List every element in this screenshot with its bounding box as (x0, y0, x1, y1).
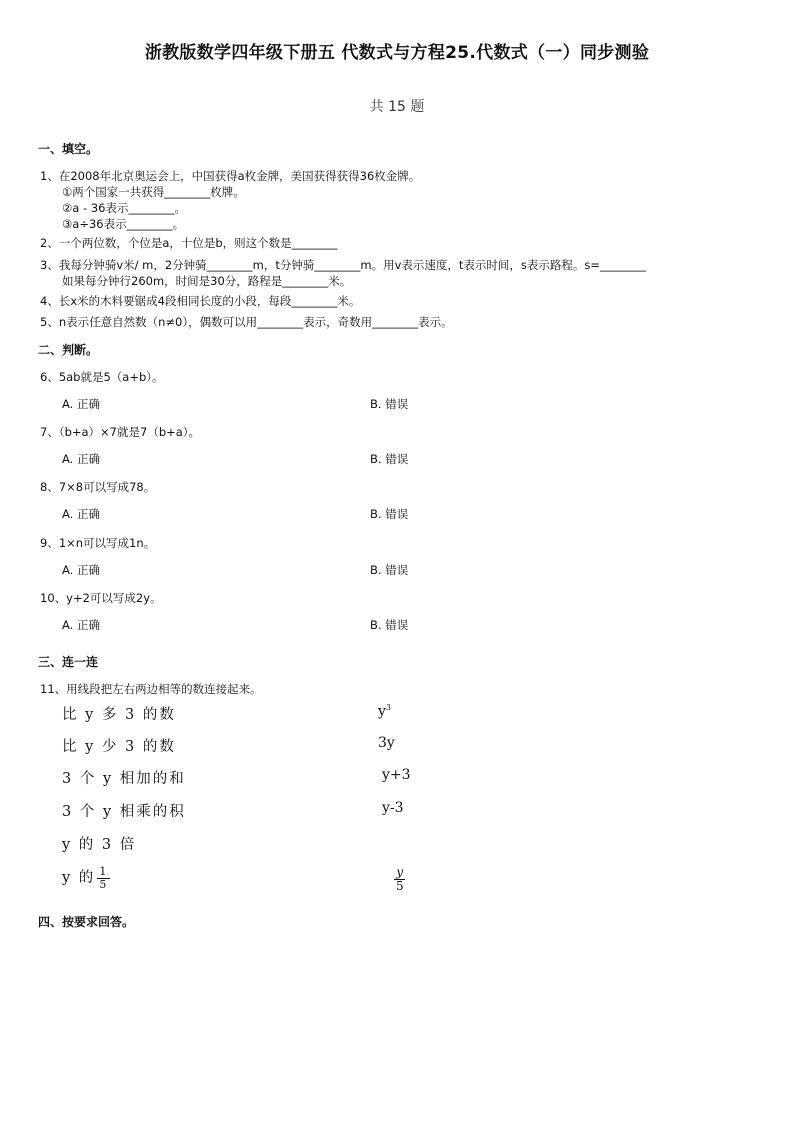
page-title: 浙教版数学四年级下册五 代数式与方程25.代数式（一）同步测验 (144, 43, 650, 63)
question-10-option-b[interactable]: B. 错误 (370, 618, 409, 632)
question-1-part-a: ①两个国家一共获得________枚牌。 (62, 185, 245, 199)
section-fill-heading: 一、填空。 (38, 142, 99, 156)
match-left-item[interactable]: y 的 3 倍 (62, 837, 137, 853)
question-8-option-a[interactable]: A. 正确 (62, 507, 100, 521)
question-8: 8、7×8可以写成78。 (40, 480, 156, 494)
question-10-option-a[interactable]: A. 正确 (62, 618, 100, 632)
question-8-option-b[interactable]: B. 错误 (370, 507, 409, 521)
match-right-item-y-cubed[interactable] (378, 703, 391, 720)
fraction-denominator: 5 (396, 878, 404, 893)
fraction-y-over-five (394, 866, 406, 892)
match-right-item-fraction[interactable] (392, 866, 406, 892)
match-left-item[interactable]: 比 y 少 3 的数 (62, 739, 176, 755)
section-judge-heading: 二、判断。 (38, 343, 99, 357)
question-6: 6、5ab就是5（a+b）。 (40, 370, 164, 384)
question-1-part-b: ②a - 36表示________。 (62, 201, 186, 215)
match-left-item[interactable]: 3 个 y 相加的和 (62, 771, 186, 787)
question-4: 4、长x米的木料要锯成4段相同长度的小段，每段________米。 (40, 294, 361, 308)
match-left-item-label: y 的 (62, 870, 96, 887)
question-3-part-b: 如果每分钟行260m，时间是30分，路程是________米。 (62, 274, 352, 288)
question-5: 5、n表示任意自然数（n≠0），偶数可以用________表示，奇数用________表示。 (40, 315, 453, 329)
question-3: 3、我每分钟骑v米/ m，2分钟骑________m，t分钟骑________m。用v表示速度，t表示时间，s表示路程。s=________ (40, 258, 647, 272)
question-1: 1、在2008年北京奥运会上，中国获得a枚金牌，美国获得获得36枚金牌。 (40, 169, 421, 183)
question-count: 共 15 题 (369, 99, 425, 115)
section-answer-heading: 四、按要求回答。 (38, 915, 135, 929)
question-11: 11、用线段把左右两边相等的数连接起来。 (40, 682, 262, 696)
match-right-item[interactable]: y-3 (382, 800, 404, 816)
fraction-one-fifth (97, 866, 110, 890)
fraction-numerator: 1 (99, 865, 109, 878)
match-right-item[interactable]: y+3 (382, 767, 411, 783)
match-right-item[interactable]: 3y (378, 735, 395, 751)
match-right-base: y (378, 703, 386, 720)
question-6-option-b[interactable]: B. 错误 (370, 397, 409, 411)
match-left-item[interactable]: 3 个 y 相乘的积 (62, 804, 186, 820)
question-1-part-c: ③a÷36表示________。 (62, 217, 185, 231)
question-2: 2、一个两位数，个位是a，十位是b，则这个数是________ (40, 236, 338, 250)
fraction-denominator: 5 (99, 877, 109, 891)
question-10: 10、y+2可以写成2y。 (40, 591, 162, 605)
question-9-option-a[interactable]: A. 正确 (62, 563, 100, 577)
question-7-option-b[interactable]: B. 错误 (370, 452, 409, 466)
question-9-option-b[interactable]: B. 错误 (370, 563, 409, 577)
question-9: 9、1×n可以写成1n。 (40, 536, 156, 550)
fraction-numerator: y (396, 865, 404, 879)
question-7: 7、（b+a）×7就是7（b+a）。 (40, 425, 201, 439)
section-match-heading: 三、连一连 (38, 655, 99, 669)
match-left-item-fraction[interactable] (62, 866, 110, 890)
question-7-option-a[interactable]: A. 正确 (62, 452, 100, 466)
match-left-item[interactable]: 比 y 多 3 的数 (62, 707, 176, 723)
question-6-option-a[interactable]: A. 正确 (62, 397, 100, 411)
match-right-exponent: 3 (385, 703, 392, 712)
